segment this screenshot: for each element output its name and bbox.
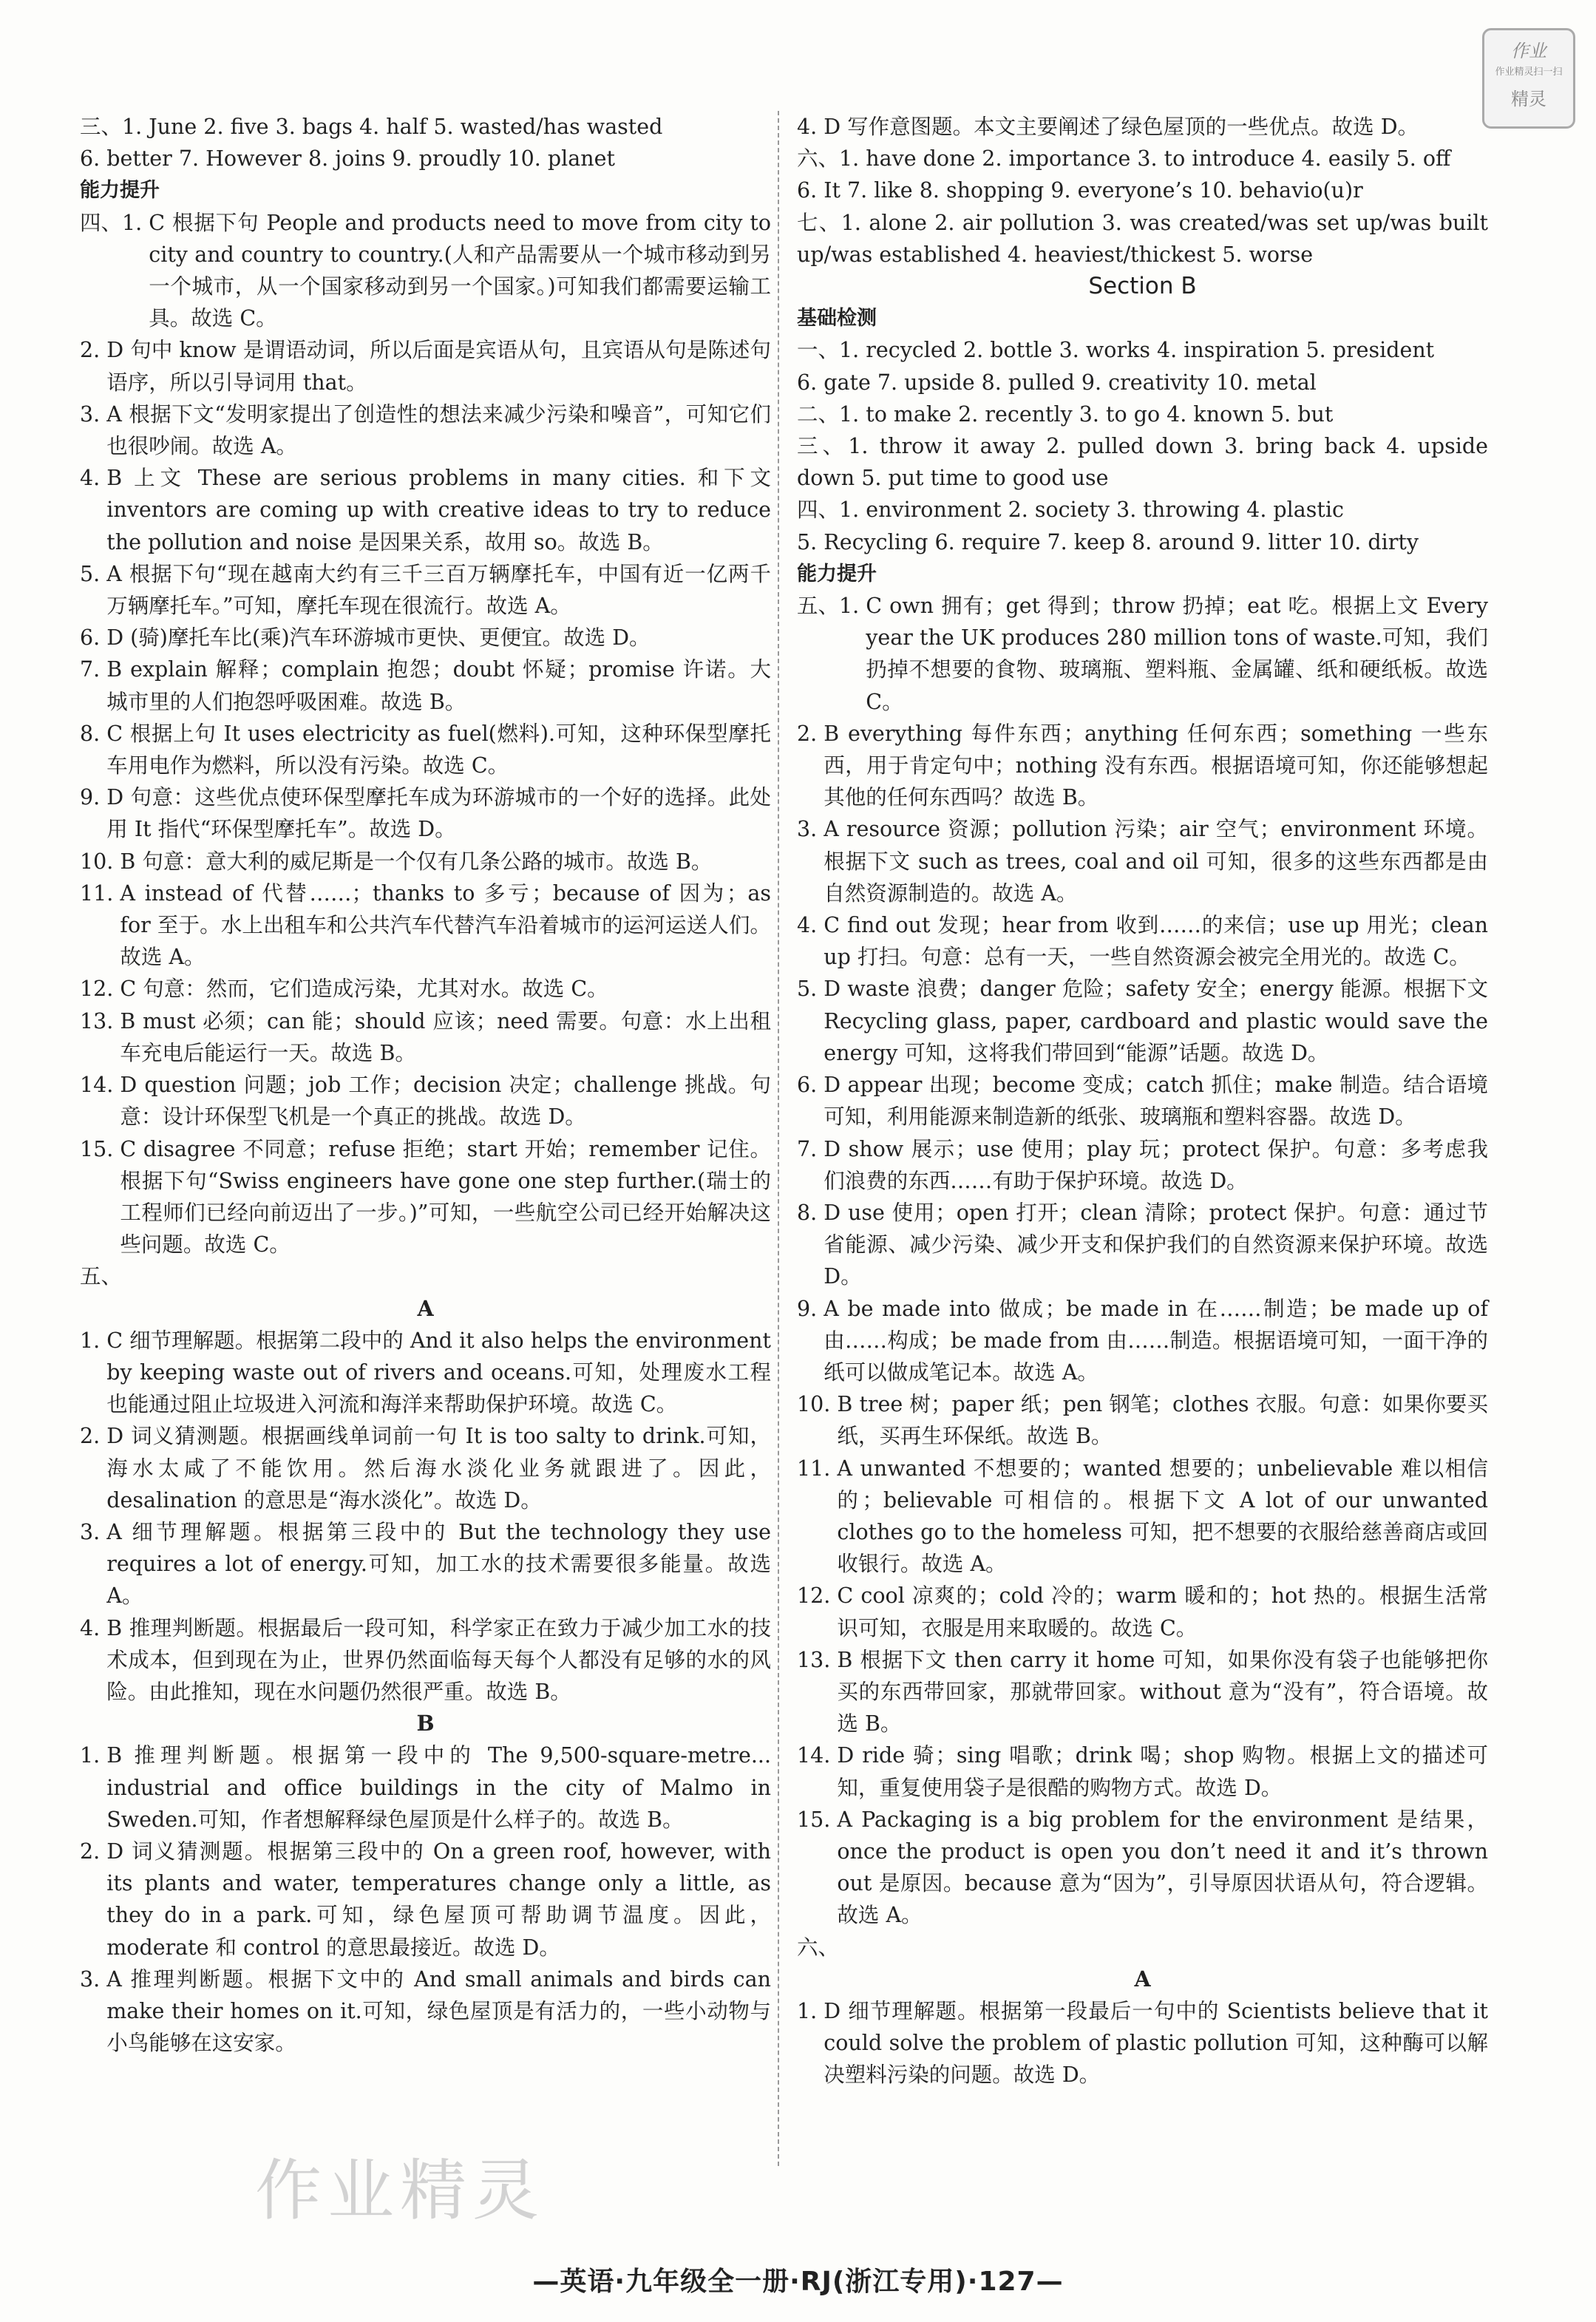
item-number: 7. [80, 657, 107, 682]
item-number: 5. [797, 977, 824, 1002]
item-number: 2. [80, 1839, 107, 1864]
answer-item [80, 622, 771, 654]
item-number: 15. [80, 1136, 120, 1161]
answer-item [80, 1005, 771, 1069]
answer-line: 五、 [80, 1264, 123, 1289]
answer-item [80, 1420, 771, 1516]
item-text: A 推理判断题。根据下文中的 And small animals and birds can make their homes on it.可知，绿色屋顶是有活力的，一些小动物与小鸟能够在这安家。 [106, 1966, 771, 2056]
item-text: A instead of 代替……；thanks to 多亏；because of 因为；as for 至于。水上出租车和公共汽车代替汽车沿着城市的运河运送人们。故选 A。 [120, 880, 771, 970]
item-number: 四、1. [80, 210, 149, 235]
item-number: 3. [80, 401, 107, 427]
answer-item [80, 1069, 771, 1133]
answer-item [80, 334, 771, 398]
item-text: A unwanted 不想要的；wanted 想要的；unbelievable 难以相信的；believable 可相信的。根据下文 A lot of our unwanted clothes go to the homeless 可知，把不想要的衣服给慈善商店或回收银行。故选 A。 [837, 1456, 1488, 1577]
item-number: 3. [797, 817, 824, 842]
right-column [797, 111, 1488, 2091]
watermark: 作业精灵 [255, 2152, 545, 2230]
item-text: C own 拥有；get 得到；throw 扔掉；eat 吃。根据上文 Every year the UK produces 280 million tons of waste.可知，我们扔掉不想要的食物、玻璃瓶、塑料瓶、金属罐、纸和硬纸板。故选 C。 [866, 594, 1488, 714]
item-text: B 推理判断题。根据最后一段可知，科学家正在致力于减少加工水的技术成本，但到现在为止，世界仍然面临每天每个人都没有足够的水的风险。由此推知，现在水问题仍然很严重。故选 B。 [106, 1615, 771, 1704]
answer-item [797, 1293, 1488, 1389]
answer-item [80, 462, 771, 558]
item-text: A 根据下句“现在越南大约有三千三百万辆摩托车，中国有近一亿两千万辆摩托车。”可知，摩托车现在很流行。故选 A。 [106, 561, 771, 619]
answer-item [797, 1739, 1488, 1803]
item-text: D 句中 know 是谓语动词，所以后面是宾语从句，且宾语从句是陈述句语序，所以引导词用 that。 [106, 338, 771, 395]
item-number: 1. [80, 1743, 107, 1768]
item-text: B 句意：意大利的威尼斯是一个仅有几条公路的城市。故选 B。 [120, 849, 713, 874]
item-text: D appear 出现；become 变成；catch 抓住；make 制造。结合语境可知，利用能源来制造新的纸张、玻璃瓶和塑料容器。故选 D。 [824, 1073, 1488, 1130]
item-number: 10. [80, 849, 120, 874]
item-text: C disagree 不同意；refuse 拒绝；start 开始；remember 记住。根据下句“Swiss engineers have gone one step further.(瑞士的工程师们已经向前迈出了一步。)”可知，一些航空公司已经开始解决这些问题。故选 C。 [120, 1136, 771, 1257]
item-number: 3. [80, 1966, 107, 1992]
item-number: 1. [80, 1328, 107, 1353]
answer-item [80, 846, 771, 877]
stamp-bottom: 精灵 [1511, 89, 1546, 109]
item-text: C 句意：然而，它们造成污染，尤其对水。故选 C。 [120, 977, 608, 1002]
item-number: 3. [80, 1519, 107, 1544]
subsection-heading: 能力提升 [797, 562, 877, 585]
item-number: 8. [797, 1200, 824, 1225]
item-text: D use 使用；open 打开；clean 清除；protect 保护。句意：通过节省能源、减少污染、减少开支和保护我们的自然资源来保护环境。故选 D。 [824, 1200, 1488, 1289]
item-text: C 根据下句 People and products need to move from city to city and country to country.(人和产品需要从一个城市移动到另一个城市，从一个国家移动到另一个国家。)可知我们都需要运输工具。故选 C。 [149, 210, 771, 331]
answer-item [80, 1325, 771, 1421]
item-text: D 写作意图题。本文主要阐述了绿色屋顶的一些优点。故选 D。 [824, 115, 1419, 139]
item-text: D waste 浪费；danger 危险；safety 安全；energy 能源。根据下文 Recycling glass, paper, cardboard and plastic would save the energy 可知，这将我们带回到“能源”话题。故选 D。 [824, 977, 1488, 1065]
answer-item [797, 1453, 1488, 1581]
passage-label: B [416, 1711, 435, 1737]
answer-item [797, 1644, 1488, 1740]
answer-item [797, 1197, 1488, 1293]
answer-item [80, 654, 771, 717]
answer-line: 六、1. have done 2. importance 3. to introduce 4. easily 5. off [797, 146, 1451, 172]
item-number: 6. [80, 625, 107, 651]
answer-line: 四、1. environment 2. society 3. throwing 4. plastic [797, 498, 1344, 523]
answer-line: 一、1. recycled 2. bottle 3. works 4. inspiration 5. president [797, 338, 1435, 363]
answer-item [797, 973, 1488, 1069]
answer-line: 七、1. alone 2. air pollution 3. was created/was set up/was built up/was established 4. heaviest/thickest 5. worse [797, 210, 1488, 267]
answer-line: 6. gate 7. upside 8. pulled 9. creativity 10. metal [797, 370, 1317, 395]
item-number: 8. [80, 721, 107, 746]
item-text: C 细节理解题。根据第二段中的 And it also helps the environment by keeping waste out of rivers and oceans.可知，处理废水工程也能通过阻止垃圾进入河流和海洋来帮助保护环境。故选 C。 [106, 1328, 771, 1417]
item-text: B 推理判断题。根据第一段中的 The 9,500-square-metre... industrial and office buildings in the city of Malmo in Sweden.可知，作者想解释绿色屋顶是什么样子的。故选 B。 [106, 1743, 771, 1832]
item-number: 10. [797, 1392, 838, 1417]
answer-item [80, 1836, 771, 1963]
item-number: 9. [797, 1296, 824, 1321]
item-number: 4. [80, 466, 107, 491]
item-number: 2. [80, 338, 107, 363]
stamp-top: 作业 [1511, 41, 1546, 61]
answer-line: 6. better 7. However 8. joins 9. proudly 10. planet [80, 146, 615, 172]
answer-item [80, 398, 771, 462]
item-number: 11. [80, 880, 120, 906]
answer-line: 三、1. June 2. five 3. bags 4. half 5. wasted/has wasted [80, 115, 663, 139]
answer-item [797, 1804, 1488, 1932]
answer-item [80, 1133, 771, 1261]
item-number: 1. [797, 1998, 824, 2023]
item-number: 14. [80, 1073, 120, 1098]
passage-label: A [417, 1295, 434, 1321]
item-text: A 细节理解题。根据第三段中的 But the technology they use requires a lot of energy.可知，加工水的技术需要很多能量。故选 A。 [106, 1519, 771, 1609]
item-number: 4. [797, 913, 824, 938]
item-number: 2. [80, 1424, 107, 1449]
answer-item [80, 558, 771, 622]
item-text: C cool 凉爽的；cold 冷的；warm 暖和的；hot 热的。根据生活常识可知，衣服是用来取暖的。故选 C。 [837, 1583, 1488, 1640]
subsection-heading: 能力提升 [80, 179, 160, 203]
item-text: B 根据下文 then carry it home 可知，如果你没有袋子也能够把你买的东西带回家，那就带回家。without 意为“没有”，符合语境。故选 B。 [837, 1647, 1488, 1737]
page-footer: —英语·九年级全一册·RJ(浙江专用)·127— [532, 2267, 1064, 2297]
answer-item [797, 1580, 1488, 1643]
answer-item [797, 909, 1488, 973]
answer-item [797, 1995, 1488, 2091]
item-number: 13. [80, 1008, 120, 1033]
answer-line: 三、1. throw it away 2. pulled down 3. bring back 4. upside down 5. put time to good use [797, 434, 1488, 491]
item-text: A be made into 做成；be made in 在……制造；be made up of 由……构成；be made from 由……制造。根据语境可知，一面干净的纸可以做成笔记本。故选 A。 [824, 1296, 1488, 1385]
answer-item [797, 590, 1488, 718]
answer-line: 二、1. to make 2. recently 3. to go 4. known 5. but [797, 401, 1334, 427]
answer-item [797, 1133, 1488, 1197]
item-text: B 上文 These are serious problems in many cities. 和下文 inventors are coming up with creative ideas to try to reduce the pollution and noise 是因果关系，故用 so。故选 B。 [106, 466, 771, 554]
item-number: 4. [797, 115, 824, 139]
subsection-heading: 基础检测 [797, 307, 877, 330]
item-text: A resource 资源；pollution 污染；air 空气；environment 环境。根据下文 such as trees, coal and oil 可知，很多的这些东西都是由自然资源制造的。故选 A。 [824, 817, 1488, 906]
item-number: 11. [797, 1456, 838, 1481]
answer-line: 六、 [797, 1935, 840, 1960]
section-title: Section B [1088, 273, 1197, 300]
answer-item [797, 111, 1488, 143]
item-text: D question 问题；job 工作；decision 决定；challenge 挑战。句意：设计环保型飞机是一个真正的挑战。故选 D。 [120, 1073, 771, 1130]
item-number: 12. [797, 1583, 838, 1609]
item-number: 4. [80, 1615, 107, 1640]
item-text: D 句意：这些优点使环保型摩托车成为环游城市的一个好的选择。此处用 It 指代“环保型摩托车”。故选 D。 [106, 785, 771, 842]
answer-item [80, 1516, 771, 1612]
item-number: 12. [80, 977, 120, 1002]
item-text: D show 展示；use 使用；play 玩；protect 保护。句意：多考虑我们浪费的东西……有助于保护环境。故选 D。 [824, 1136, 1488, 1193]
answer-item [80, 207, 771, 335]
item-text: D 细节理解题。根据第一段最后一句中的 Scientists believe that it could solve the problem of plastic pollution 可知，这种酶可以解决塑料污染的问题。故选 D。 [824, 1998, 1488, 2088]
answer-item [797, 1069, 1488, 1133]
answer-item [797, 718, 1488, 814]
item-number: 15. [797, 1807, 838, 1832]
stamp-logo [1482, 28, 1575, 129]
item-text: C 根据上句 It uses electricity as fuel(燃料).可知，这种环保型摩托车用电作为燃料，所以没有污染。故选 C。 [106, 721, 771, 778]
item-number: 14. [797, 1743, 838, 1768]
item-text: B tree 树；paper 纸；pen 钢笔；clothes 衣服。句意：如果你要买纸，买再生环保纸。故选 B。 [837, 1392, 1488, 1449]
item-text: A Packaging is a big problem for the environment 是结果，once the product is open you don’t need it and it’s thrown out 是原因。because 意为“因为”，引导原因状语从句，符合逻辑。故选 A。 [837, 1807, 1488, 1928]
item-text: D (骑)摩托车比(乘)汽车环游城市更快、更便宜。故选 D。 [106, 625, 651, 651]
item-number: 6. [797, 1073, 824, 1098]
item-number: 9. [80, 785, 107, 810]
answer-item [80, 781, 771, 845]
answer-item [80, 877, 771, 974]
item-text: B explain 解释；complain 抱怨；doubt 怀疑；promise 许诺。大城市里的人们抱怨呼吸困难。故选 B。 [106, 657, 771, 714]
item-number: 五、1. [797, 594, 866, 619]
item-number: 7. [797, 1136, 824, 1161]
left-column [80, 111, 771, 2059]
answer-item [80, 718, 771, 781]
answer-item [797, 1388, 1488, 1452]
item-text: D 词义猜测题。根据第三段中的 On a green roof, however, with its plants and water, temperatures change only a little, as they do in a park.可知，绿色屋顶可帮助调节温度。因此，moderate 和 control 的意思最接近。故选 D。 [106, 1839, 771, 1960]
answer-item [80, 1612, 771, 1708]
item-text: A 根据下文“发明家提出了创造性的想法来减少污染和噪音”，可知它们也很吵闹。故选 A。 [106, 401, 771, 459]
answer-item [80, 973, 771, 1005]
item-text: B everything 每件东西；anything 任何东西；something 一些东西，用于肯定句中；nothing 没有东西。根据语境可知，你还能够想起其他的任何东西吗？故选 B。 [824, 721, 1488, 810]
item-text: D 词义猜测题。根据画线单词前一句 It is too salty to drink.可知，海水太咸了不能饮用。然后海水淡化业务就跟进了。因此，desalination 的意思是“海水淡化”。故选 D。 [106, 1424, 771, 1513]
item-number: 5. [80, 561, 107, 586]
column-divider [778, 111, 779, 2166]
passage-label: A [1134, 1966, 1151, 1992]
answer-item [80, 1739, 771, 1836]
item-text: B must 必须；can 能；should 应该；need 需要。句意：水上出租车充电后能运行一天。故选 B。 [120, 1008, 771, 1065]
stamp-middle: 作业精灵扫一扫 [1495, 67, 1563, 78]
answer-line: 6. It 7. like 8. shopping 9. everyone’s 10. behavio(u)r [797, 178, 1363, 203]
answer-line: 5. Recycling 6. require 7. keep 8. around 9. litter 10. dirty [797, 529, 1419, 554]
item-text: D ride 骑；sing 唱歌；drink 喝；shop 购物。根据上文的描述可知，重复使用袋子是很酷的购物方式。故选 D。 [837, 1743, 1488, 1800]
answer-item [80, 1963, 771, 2060]
item-number: 13. [797, 1647, 838, 1672]
item-text: C find out 发现；hear from 收到……的来信；use up 用光；clean up 打扫。句意：总有一天，一些自然资源会被完全用光的。故选 C。 [824, 913, 1488, 970]
answer-item [797, 813, 1488, 909]
item-number: 2. [797, 721, 824, 746]
